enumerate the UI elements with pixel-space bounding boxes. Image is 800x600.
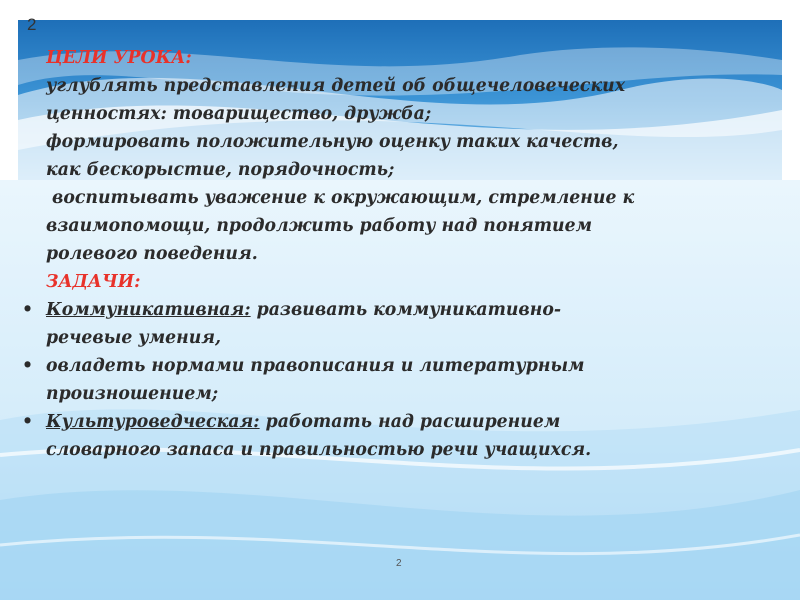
goal-line: формировать положительную оценку таких качеств, bbox=[46, 132, 619, 152]
goal-line: ценностях: товарищество, дружба; bbox=[46, 104, 432, 124]
bullet-icon bbox=[22, 296, 46, 324]
goal-line: углублять представления детей об общечеловеческих bbox=[46, 76, 626, 96]
goal-line: ролевого поведения. bbox=[46, 244, 258, 264]
task-item bbox=[22, 408, 782, 436]
slide-number-bottom: 2 bbox=[396, 558, 402, 569]
goal-line: взаимопомощи, продолжить работу над понятием bbox=[46, 216, 593, 236]
task-item bbox=[22, 296, 782, 324]
bullet-icon bbox=[22, 408, 46, 436]
slide-content bbox=[22, 44, 782, 464]
task-continuation: произношением; bbox=[46, 384, 219, 404]
goal-line: как бескорыстие, порядочность; bbox=[46, 160, 395, 180]
task-text: овладеть нормами правописания и литературным bbox=[46, 356, 585, 376]
task-text: развивать коммуникативно- bbox=[250, 300, 562, 320]
task-term: Культуроведческая: bbox=[46, 412, 260, 432]
goal-line: воспитывать уважение к окружающим, стремление к bbox=[46, 188, 635, 208]
slide-number-top: 2 bbox=[27, 15, 37, 34]
bullet-icon bbox=[22, 352, 46, 380]
task-continuation: речевые умения, bbox=[46, 328, 222, 348]
goals-heading: ЦЕЛИ УРОКА: bbox=[46, 48, 192, 68]
task-continuation: словарного запаса и правильностью речи учащихся. bbox=[46, 440, 592, 460]
task-text: работать над расширением bbox=[259, 412, 561, 432]
task-item bbox=[22, 352, 782, 380]
task-term: Коммуникативная: bbox=[46, 300, 251, 320]
tasks-heading: ЗАДАЧИ: bbox=[46, 272, 141, 292]
